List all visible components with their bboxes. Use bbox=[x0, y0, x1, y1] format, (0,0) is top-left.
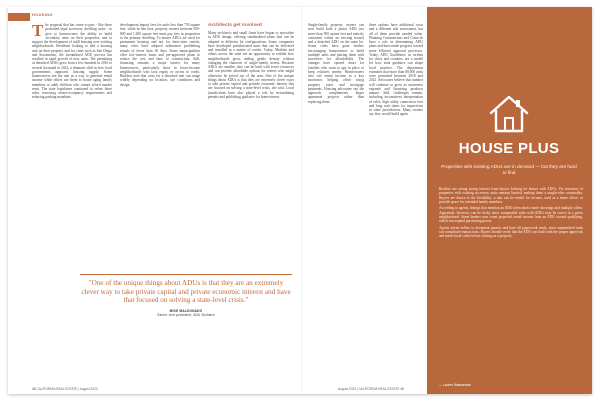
right-column-1-text: Single-family property owners can now build both a junior ADU (no more than 500 square feet and entirely contained within an existing house) and a detached ADU on the same lot. Some cities have gone further, encouraging homeowners to build multiple units and pairing them with incentives for affordability. The changes have opened doors for families who want to age in place or keep relatives nearby. Homeowners also cite rental income as a key motivator, helping offset rising property taxes and mortgage payments. Housing advocates say the approach complements larger apartment projects rather than replacing them. bbox=[308, 23, 364, 104]
sidebar-credit: — Lauren Wasserman bbox=[439, 383, 471, 387]
pull-quote-attribution bbox=[80, 309, 292, 317]
magazine-spread bbox=[8, 7, 592, 394]
left-column-1-text: he proposal that has come to pass - like these permitted legal accessory dwelling units - to give to homeowners the ability to build secondary units on their properties, and to support the development of infill housing over existing neighborhoods. Residents looking to add a housing unit on their property and for cities such as San Diego and Sacramento, the streamlined ADU process has resulted in rapid growth of new units. The permitting of detached ADUs grew from a few hundred in 2016 to several thousand in 2022, a dramatic shift in how local governments approach housing supply. Some homeowners see the unit as a way to generate rental income while others use them to house aging family members or adult children who cannot afford market rents. The state legislature continued to refine these rules, removing owner-occupancy requirements and reducing parking mandates. bbox=[32, 23, 112, 100]
pull-quote-text: "One of the unique things about ADUs is that they are an extremely clever way to take private capital and private economic interest and have that focused on solving a state-level crisis." bbox=[81, 279, 291, 305]
left-page-number: 48 bbox=[32, 387, 36, 391]
left-column-3 bbox=[208, 31, 294, 267]
left-column-3-text: Many architects and small firms have begun to specialize in ADU design, offering standardized plans that can be adapted to different lot configurations. Some companies have developed prefabricated units that can be delivered and installed in a matter of weeks. Today, Mathieu and others across the state see an opportunity to rethink how neighborhoods grow, adding gentle density without changing the character of single-family streets. Because ADUs are smaller, they can be built with fewer resources and can provide affordable options for renters who might otherwise be priced out of the area. One of the unique things about ADUs is that they are extremely clever ways to take private capital and provide economic interest that are focused on solving a state-level crisis, she said. Local jurisdictions have also played a role by streamlining permits and publishing guidance for homeowners. bbox=[208, 31, 294, 99]
right-footer bbox=[338, 387, 404, 391]
left-column-2 bbox=[120, 23, 200, 267]
sidebar-title: HOUSE PLUS bbox=[458, 140, 560, 157]
right-page-number: 49 bbox=[400, 387, 404, 391]
attribution-name: MIKE MALDONADO bbox=[169, 308, 203, 313]
house-plus-sidebar bbox=[427, 7, 592, 394]
sidebar-paragraph: Realtors are seeing strong interest from buyers looking for homes with ADUs. Yet inventory of properties with existing accessory units remains limited, making them a sought-after commodity. Buyers are drawn to the flexibility: a unit can be rented for income, used as a home office, or provide space for extended family members. bbox=[439, 187, 583, 205]
section-label: HOUSING bbox=[32, 12, 53, 17]
left-column-1 bbox=[32, 23, 112, 383]
house-icon bbox=[487, 93, 531, 135]
left-footer bbox=[32, 387, 98, 391]
right-column-1 bbox=[308, 23, 364, 383]
pull-quote bbox=[80, 274, 292, 317]
sidebar-paragraph: Agents advise sellers to document permits and have all paperwork ready, since unpermitted units can complicate transactions. Buyers should verify that the ADU was built with the proper approvals and meets local codes before closing on a property. bbox=[439, 225, 583, 239]
left-footer-publication: CALIFORNIA REAL ESTATE | August 2023 bbox=[36, 387, 98, 391]
drop-cap: T bbox=[32, 23, 44, 40]
sidebar-paragraph: According to agents, listings that mention an ADU often attract more showings and multiple offers. Appraisals, however, can be tricky since comparable sales with ADUs may be scarce in a given neighborhood. Some lenders now count projected rental income from an ADU toward qualifying, which can expand purchasing power. bbox=[439, 206, 583, 224]
left-column-2-text: development impact fees for units less than 750 square feet, while in San Jose, property owners between 500-800 and 1,200 square feet must pay fees in proportion to the primary dwelling. To ensure ADUs are used for permanent housing and not for short-term rentals, many cities have adopted ordinances prohibiting rentals of fewer than 30 days. Some municipalities offer low-interest loans and pre-approved plans to reduce the cost and time of construction. Still, financing remains a major barrier for many homeowners, particularly those in lower-income neighborhoods who lack equity or access to credit. Builders note that costs for a detached unit can range widely depending on location, site conditions and design. bbox=[120, 23, 200, 87]
right-column-2-text: three options have additional costs and a different risk assessment, but all of them provide needed value. Planning Commissions and Councils have a role in determining ADU plans and have made progress toward more efficient approval processes. Today, ADU Guidelines, as written for cities and counties, are a model for how state guidance can shape local practice. The department estimates that more than 80,000 units were permitted between 2018 and 2022. Advocates believe that number will continue to grow as awareness expands and financing products mature. Still, challenges remain, including inconsistent interpretation of rules, high utility connection fees and long wait times for inspections in some jurisdictions. Many owners say they would build again. bbox=[369, 23, 423, 117]
sidebar-body bbox=[439, 187, 583, 382]
subhead-architects: Architects get involved bbox=[208, 23, 262, 28]
right-column-2 bbox=[369, 23, 423, 383]
attribution-role: Senior vice president, ADU Builders bbox=[157, 312, 215, 317]
page-gutter bbox=[301, 7, 302, 394]
sidebar-subtitle: Properties with existing ADUs are in demand — but they are hard to find bbox=[441, 164, 577, 175]
right-footer-publication: August 2023 | CALIFORNIA REAL ESTATE bbox=[338, 387, 400, 391]
section-tab bbox=[8, 13, 30, 21]
